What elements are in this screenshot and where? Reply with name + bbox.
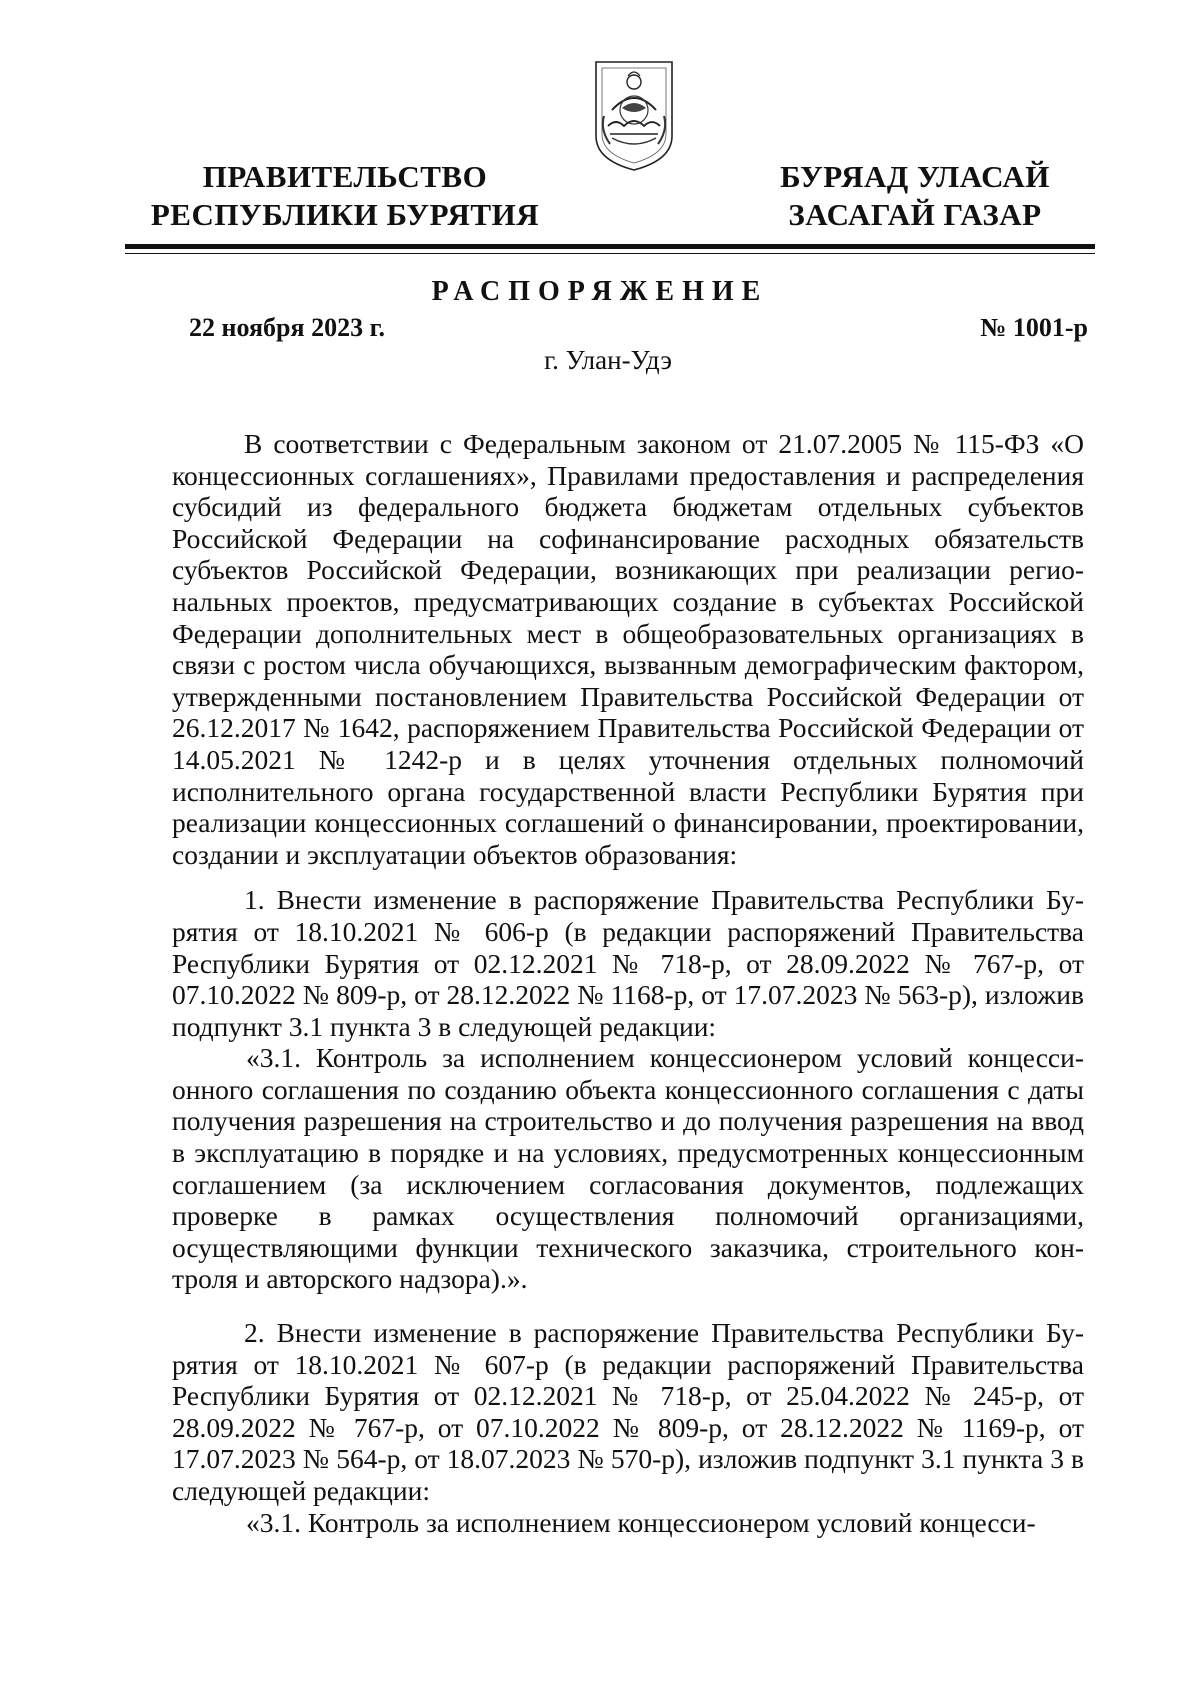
item-2-quote-paragraph: «3.1. Контроль за исполнением концессионером условий концесси- [246,1506,1036,1538]
preamble-paragraph: В соответствии с Федеральным законом от 21.07.2005 № 115-ФЗ «О концессионных соглашениях», Правилами предоставления и распределения субсидий из федерального бюджета бюджетам отдельных субъектов Российской Федерации на софинансирование расходных обязательств субъектов Российской Федерации, возникающих при реализации региональных проектов, предусматривающих создание в субъектах Российской Федерации дополнительных мест в общеобразовательных организациях в связи с ростом числа обучающихся, вызванным демографическим фактором, утвержденными постановлением Правительства Российской Федерации от 26.12.2017 № 1642, распоряжением Правительства Российской Федерации от 14.05.2021 № 1242-р и в целях уточнения отдельных полномочий исполнительного органа государственной власти Республики Бурятия при реализации концессионных соглашений о финансировании, проектировании, создании и эксплуатации объектов образования: [172,428,1084,870]
item-1-paragraph: 1. Внести изменение в распоряжение Правительства Республики Бурятия от 18.10.2021 № 606-р (в редакции распоряжений Правительства Республики Бурятия от 02.12.2021 № 718-р, от 28.09.2022 № 767-р, от 07.10.2022 № 809-р, от 28.12.2022 № 1168-р, от 17.07.2023 № 563-р), изложив подпункт 3.1 пункта 3 в следующей редакции: [172,884,1084,1042]
document-type-title: РАСПОРЯЖЕНИЕ [431,276,769,307]
org-name-buryat-line1: БУРЯАД УЛАСАЙ [780,159,1050,194]
document-date: 22 ноября 2023 г. [189,313,385,342]
header-divider-thin [125,253,1095,254]
document-city: г. Улан-Удэ [544,345,672,375]
item-2-paragraph: 2. Внести изменение в распоряжение Правительства Республики Бурятия от 18.10.2021 № 607-р (в редакции распоряжений Правительства Республики Бурятия от 02.12.2021 № 718-р, от 25.04.2022 № 245-р, от 28.09.2022 № 767-р, от 07.10.2022 № 809-р, от 28.12.2022 № 1169-р, от 17.07.2023 № 564-р, от 18.07.2023 № 570-р), изложив подпункт 3.1 пункта 3 в следующей редакции: [172,1317,1084,1506]
org-name-russian-line1: ПРАВИТЕЛЬСТВО [202,159,488,194]
item-1-quote-paragraph: «3.1. Контроль за исполнением концессионером условий концессионного соглашения по созданию объекта концессионного соглашения с даты получения разрешения на строительство и до получения разрешения на ввод в эксплуатацию в порядке и на условиях, предусмотренных концессионным соглашением (за исключением согласования документов, подлежащих проверке в рамках осуществления полномочий организациями, осуществляющими функции технического заказчика, строительного контроля и авторского надзора).». [172,1042,1084,1295]
header-divider-thick [125,244,1095,249]
org-name-russian-line2: РЕСПУБЛИКИ БУРЯТИЯ [150,197,540,232]
coat-of-arms-icon [592,58,676,172]
org-name-russian [150,158,540,234]
document-number: № 1001-р [980,313,1088,342]
org-name-buryat-line2: ЗАСАГАЙ ГАЗАР [788,197,1042,232]
org-name-buryat [740,158,1090,234]
document-body [172,428,1084,1538]
